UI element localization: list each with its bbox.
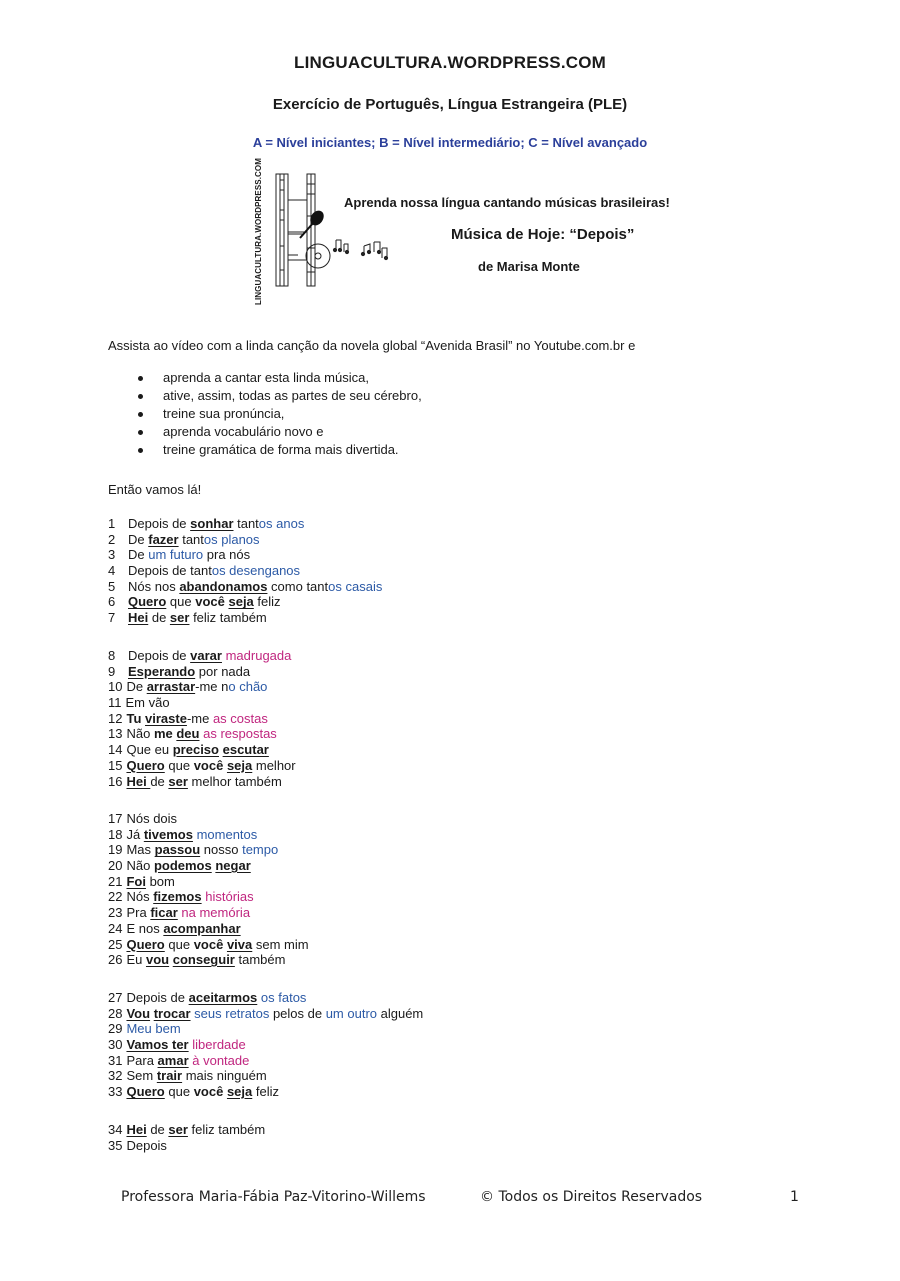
site-title: LINGUACULTURA.WORDPRESS.COM xyxy=(293,53,606,72)
line-number: 1 xyxy=(108,516,116,531)
lyric-line xyxy=(108,547,382,563)
line-number: 32 xyxy=(108,1068,123,1084)
lyric-line xyxy=(108,726,296,742)
lyric-segment: Eu xyxy=(126,952,146,968)
page-footer xyxy=(0,1189,900,1209)
lyric-segment: tivemos xyxy=(143,826,193,842)
lyric-segment: Vamos ter xyxy=(126,1037,189,1053)
lyric-segment: sonhar xyxy=(190,516,234,531)
lyric-segment: histórias xyxy=(205,889,254,905)
lyric-segment: feliz xyxy=(253,594,281,610)
list-item: treine gramática de forma mais divertida. xyxy=(108,441,422,459)
lyric-segment: seja xyxy=(226,757,253,773)
lyric-segment: Em vão xyxy=(125,695,170,711)
lyric-segment: liberdade xyxy=(192,1037,246,1053)
lyric-segment: os anos xyxy=(258,516,305,531)
lyric-segment: Foi xyxy=(126,873,146,889)
lyric-segment: de xyxy=(148,610,170,626)
lyric-segment: Nós xyxy=(126,889,154,905)
line-number: 33 xyxy=(108,1084,123,1100)
lyric-segment: tempo xyxy=(242,842,279,858)
lyric-segment: que xyxy=(166,594,196,610)
lyric-segment: arrastar xyxy=(146,679,196,695)
lyric-segment: um futuro xyxy=(148,547,204,563)
lyric-segment: pelos de xyxy=(269,1005,326,1021)
lyric-segment: um outro xyxy=(325,1005,378,1021)
lyrics-stanza-4 xyxy=(108,990,423,1100)
line-number: 20 xyxy=(108,858,123,874)
line-number: 14 xyxy=(108,742,123,758)
lyric-line xyxy=(108,648,296,664)
lyric-line xyxy=(108,695,296,711)
line-number: 34 xyxy=(108,1122,123,1137)
lyrics-stanza-5 xyxy=(108,1122,265,1153)
song-author: de Marisa Monte xyxy=(478,259,580,274)
lyric-segment: trocar xyxy=(153,1005,191,1021)
line-number: 18 xyxy=(108,826,123,842)
lyric-segment: as costas xyxy=(212,710,268,726)
lyric-line xyxy=(108,1021,423,1037)
lyric-segment: na memória xyxy=(181,905,251,921)
lyric-segment: Para xyxy=(126,1052,158,1068)
lyric-segment: viraste xyxy=(145,710,187,726)
lyric-segment: podemos xyxy=(153,858,212,874)
lyric-segment: Depois de xyxy=(128,648,191,663)
line-number: 12 xyxy=(108,710,123,726)
lyric-line xyxy=(108,842,309,858)
lyric-segment: que xyxy=(164,1084,194,1100)
lyric-line xyxy=(108,1053,423,1069)
lyric-line xyxy=(108,827,309,843)
lyric-line xyxy=(108,1006,423,1022)
line-number: 5 xyxy=(108,578,116,594)
lyric-line xyxy=(108,952,309,968)
lyric-line xyxy=(108,889,309,905)
lyric-segment: viva xyxy=(226,936,253,952)
lyric-segment: Não xyxy=(126,726,154,742)
lyric-segment: ficar xyxy=(150,905,178,921)
lyric-segment: Nós dois xyxy=(126,811,178,826)
lyric-segment: Não xyxy=(126,858,154,874)
lyric-segment: deu xyxy=(176,726,200,742)
line-number: 25 xyxy=(108,936,123,952)
lyric-line xyxy=(108,594,382,610)
lyric-line xyxy=(108,711,296,727)
lyric-line xyxy=(108,1122,265,1138)
lyric-segment: Quero xyxy=(126,757,165,773)
exercise-subtitle: Exercício de Português, Língua Estrangeira (PLE) xyxy=(272,96,628,113)
list-item: aprenda vocabulário novo e xyxy=(108,423,422,441)
lyric-segment: varar xyxy=(190,648,222,663)
lyric-segment: as respostas xyxy=(203,726,277,742)
line-number: 15 xyxy=(108,757,123,773)
lyric-segment: ser xyxy=(168,773,188,789)
lyric-segment: Hei xyxy=(128,610,149,626)
lyric-line xyxy=(108,1138,265,1154)
lyric-segment: alguém xyxy=(377,1005,424,1021)
lyric-segment: fazer xyxy=(148,531,179,547)
lyric-segment: bom xyxy=(145,873,175,889)
lyric-segment: tant xyxy=(178,531,204,547)
lyric-segment: escutar xyxy=(222,742,269,758)
line-number: 21 xyxy=(108,873,123,889)
lyric-segment: aceitarmos xyxy=(188,990,258,1005)
bullet-list xyxy=(108,369,422,459)
lyric-segment: ser xyxy=(168,1122,188,1137)
tagline: Aprenda nossa língua cantando músicas brasileiras! xyxy=(344,195,670,210)
lyric-line xyxy=(108,516,382,532)
lyric-segment: ser xyxy=(169,610,190,626)
lyric-segment: E nos xyxy=(126,920,164,936)
line-number: 11 xyxy=(108,695,122,711)
line-number: 10 xyxy=(108,679,123,695)
line-number: 3 xyxy=(108,547,116,563)
lyric-segment: feliz também xyxy=(189,610,267,626)
footer-professor: Professora Maria-Fábia Paz-Vitorino-Willems xyxy=(121,1189,426,1205)
song-title: Música de Hoje: “Depois” xyxy=(451,226,635,243)
line-number: 6 xyxy=(108,594,116,610)
lyric-line xyxy=(108,679,296,695)
film-strip-microphone-music-notes-icon xyxy=(254,160,404,310)
line-number: 28 xyxy=(108,1005,123,1021)
lyric-segment: feliz xyxy=(252,1084,279,1100)
lyric-segment: que xyxy=(164,757,194,773)
lyric-segment: Que eu xyxy=(126,742,173,758)
line-number: 9 xyxy=(108,663,116,679)
line-number: 22 xyxy=(108,889,123,905)
list-item: ative, assim, todas as partes de seu cérebro, xyxy=(108,387,422,405)
lyrics-stanza-3 xyxy=(108,811,309,968)
logo-vertical-text: LINGUACULTURA.WORDPRESS.COM xyxy=(254,158,263,305)
lyric-segment: Pra xyxy=(126,905,151,921)
lyric-segment: conseguir xyxy=(172,952,235,968)
line-number: 2 xyxy=(108,531,116,547)
lyric-segment: Vou xyxy=(126,1005,151,1021)
lyric-line xyxy=(108,532,382,548)
lyric-segment: De xyxy=(126,679,147,695)
lyric-segment: Sem xyxy=(126,1068,157,1084)
lyric-segment: mais ninguém xyxy=(182,1068,267,1084)
list-item: aprenda a cantar esta linda música, xyxy=(108,369,422,387)
lyric-line xyxy=(108,610,382,626)
lyric-segment: você xyxy=(193,936,224,952)
lyric-segment: abandonamos xyxy=(179,578,268,594)
lyric-segment: Nós nos xyxy=(128,578,180,594)
lyric-segment: Esperando xyxy=(128,663,196,679)
lyric-segment: os fatos xyxy=(260,990,307,1005)
lyric-line xyxy=(108,990,423,1006)
lyric-segment: vou xyxy=(145,952,170,968)
lyric-segment: sem mim xyxy=(252,936,309,952)
line-number: 23 xyxy=(108,905,123,921)
lyric-segment: melhor xyxy=(252,757,296,773)
lyric-segment: pra nós xyxy=(203,547,251,563)
lyric-segment: você xyxy=(195,594,225,610)
line-number: 8 xyxy=(108,648,116,663)
lyric-segment: os planos xyxy=(203,531,260,547)
page-number: 1 xyxy=(790,1189,799,1205)
line-number: 35 xyxy=(108,1137,123,1153)
lyric-segment: o chão xyxy=(228,679,268,695)
lyric-segment: negar xyxy=(215,858,251,874)
lyric-segment: Depois de xyxy=(128,516,191,531)
lyric-segment: também xyxy=(234,952,286,968)
lyric-line xyxy=(108,563,382,579)
lyric-line xyxy=(108,758,296,774)
lyric-segment: Meu bem xyxy=(126,1021,181,1037)
lyric-segment: momentos xyxy=(196,826,258,842)
lyric-segment: seus retratos xyxy=(194,1005,270,1021)
line-number: 17 xyxy=(108,811,123,826)
line-number: 27 xyxy=(108,990,123,1005)
lyric-segment: Hei xyxy=(126,1122,147,1137)
lyrics-stanza-2 xyxy=(108,648,296,789)
lyric-segment: você xyxy=(193,757,224,773)
lyric-line xyxy=(108,1037,423,1053)
lyric-segment: Depois de tant xyxy=(128,563,212,579)
lyric-segment: preciso xyxy=(172,742,219,758)
lyric-line xyxy=(108,1068,423,1084)
lyric-line xyxy=(108,811,309,827)
intro-paragraph: Assista ao vídeo com a linda canção da novela global “Avenida Brasil” no Youtube.com.br e xyxy=(108,338,636,353)
lyric-segment: que xyxy=(164,936,194,952)
lyrics-stanza-1 xyxy=(108,516,382,626)
line-number: 7 xyxy=(108,610,116,626)
lyric-segment: à vontade xyxy=(192,1052,250,1068)
lyric-segment: Hei xyxy=(126,773,151,789)
lyric-segment: seja xyxy=(226,1084,253,1100)
lyric-segment: Tu xyxy=(126,710,142,726)
lyric-segment: passou xyxy=(154,842,201,858)
footer-rights: © Todos os Direitos Reservados xyxy=(480,1189,703,1205)
line-number: 4 xyxy=(108,563,116,579)
lyric-segment: de xyxy=(146,1122,169,1137)
lyric-segment: trair xyxy=(156,1068,183,1084)
list-item: treine sua pronúncia, xyxy=(108,405,422,423)
lyric-segment: os casais xyxy=(328,578,383,594)
lyric-segment: você xyxy=(193,1084,224,1100)
lyric-line xyxy=(108,858,309,874)
lyric-segment: Quero xyxy=(128,594,167,610)
line-number: 29 xyxy=(108,1021,123,1037)
lyric-segment: madrugada xyxy=(225,648,292,663)
line-number: 19 xyxy=(108,842,123,858)
lyric-segment: os desenganos xyxy=(211,563,301,579)
lyric-line xyxy=(108,579,382,595)
level-legend: A = Nível iniciantes; B = Nível intermediário; C = Nível avançado xyxy=(252,135,648,150)
lyric-line xyxy=(108,664,296,680)
lyric-segment: acompanhar xyxy=(163,920,241,936)
lyric-segment: me xyxy=(153,726,173,742)
line-number: 31 xyxy=(108,1052,123,1068)
lyric-line xyxy=(108,742,296,758)
lyric-segment: Quero xyxy=(126,936,165,952)
lyric-segment: nosso xyxy=(200,842,243,858)
lyric-line xyxy=(108,937,309,953)
lyric-line xyxy=(108,874,309,890)
outro-text: Então vamos lá! xyxy=(108,482,202,497)
lyric-line xyxy=(108,774,296,790)
line-number: 24 xyxy=(108,920,123,936)
lyric-segment: amar xyxy=(157,1052,189,1068)
lyric-segment: Depois de xyxy=(126,990,189,1005)
lyric-line xyxy=(108,921,309,937)
lyric-segment: Já xyxy=(126,826,144,842)
lyric-segment: De xyxy=(128,547,149,563)
lyric-segment: -me n xyxy=(195,679,229,695)
lyric-segment: De xyxy=(128,531,149,547)
lyric-line xyxy=(108,905,309,921)
line-number: 16 xyxy=(108,773,123,789)
lyric-line xyxy=(108,1084,423,1100)
lyric-segment: feliz também xyxy=(187,1122,266,1137)
lyric-segment: como tant xyxy=(267,578,329,594)
lyric-segment: -me xyxy=(186,710,213,726)
lyric-segment: Mas xyxy=(126,842,155,858)
lyric-segment: por nada xyxy=(195,663,251,679)
line-number: 13 xyxy=(108,726,123,742)
lyric-segment: seja xyxy=(228,594,254,610)
line-number: 26 xyxy=(108,952,123,968)
lyric-segment: tant xyxy=(233,516,259,531)
line-number: 30 xyxy=(108,1037,123,1053)
lyric-segment: fizemos xyxy=(153,889,202,905)
lyric-segment: melhor também xyxy=(187,773,282,789)
lyric-segment: Depois xyxy=(126,1137,167,1153)
lyric-segment: de xyxy=(150,773,169,789)
lyric-segment: Quero xyxy=(126,1084,165,1100)
